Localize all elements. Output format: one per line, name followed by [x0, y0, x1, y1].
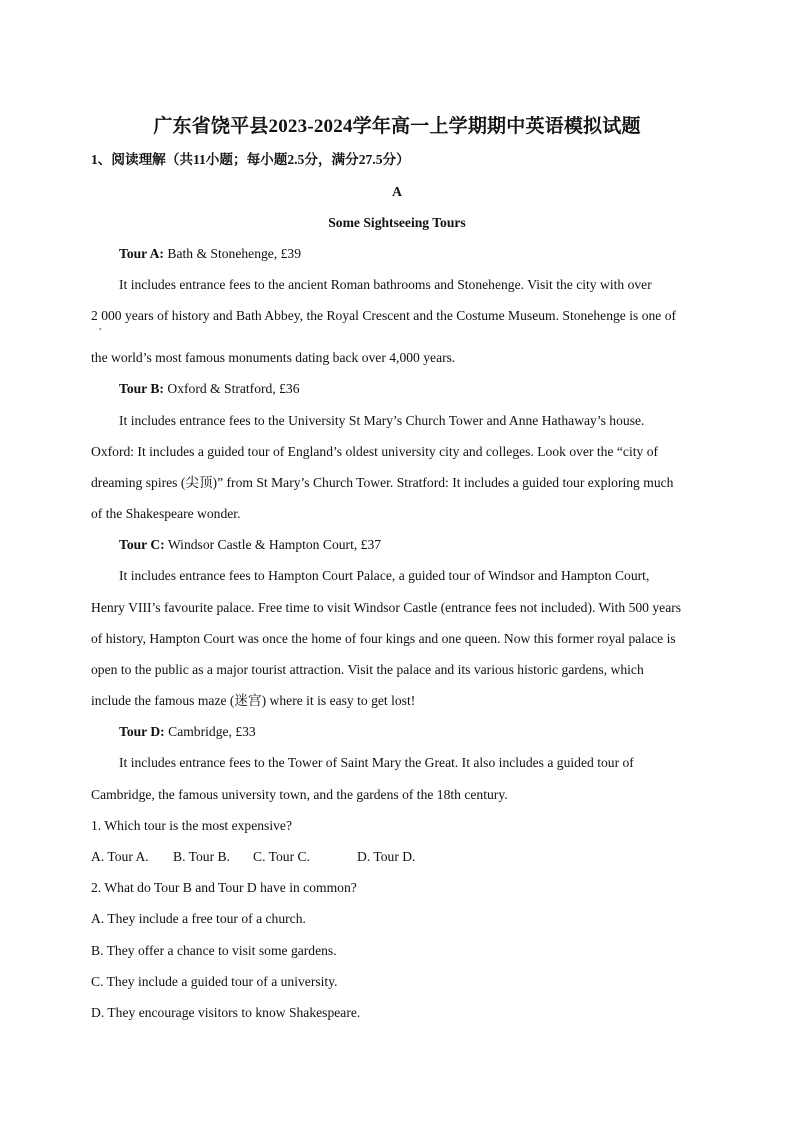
tour-d-text-line: Cambridge, the famous university town, and the gardens of the 18th century. — [91, 787, 508, 802]
q1-option-d[interactable]: D. Tour D. — [357, 849, 416, 864]
tour-b-text-line: of the Shakespeare wonder. — [91, 506, 241, 521]
q2-option-c[interactable]: C. They include a guided tour of a university. — [91, 974, 338, 989]
tour-c-text-line: It includes entrance fees to Hampton Court Palace, a guided tour of Windsor and Hampton Court, — [119, 568, 650, 583]
tour-c-heading — [119, 536, 381, 554]
stray-mark: , — [99, 321, 102, 331]
tour-a-text-line: the world’s most famous monuments dating back over 4,000 years. — [91, 350, 456, 365]
q1-option-c[interactable]: C. Tour C. — [253, 849, 310, 864]
question-1-options — [91, 848, 415, 866]
tour-c-text-line: open to the public as a major tourist attraction. Visit the palace and its various historic gardens, which — [91, 662, 644, 677]
section-heading: 1、阅读理解（共11小题；每小题2.5分，满分27.5分） — [91, 152, 410, 167]
tour-c-text-line: Henry VIII’s favourite palace. Free time to visit Windsor Castle (entrance fees not included). With 500 years — [91, 600, 682, 615]
passage-title: Some Sightseeing Tours — [328, 215, 466, 230]
tour-a-label: Tour A: — [119, 246, 164, 261]
tour-c-label: Tour C: — [119, 537, 165, 552]
q2-option-a[interactable]: A. They include a free tour of a church. — [91, 911, 306, 926]
q2-option-b[interactable]: B. They offer a chance to visit some gardens. — [91, 943, 337, 958]
tour-a-text-line: 2 000 years of history and Bath Abbey, the Royal Crescent and the Costume Museum. Stonehenge is one of — [91, 308, 677, 323]
tour-b-text-line: It includes entrance fees to the University St Mary’s Church Tower and Anne Hathaway’s house. — [119, 413, 645, 428]
tour-d-heading — [119, 723, 256, 741]
question-1-stem: 1. Which tour is the most expensive? — [91, 818, 292, 833]
question-2-stem: 2. What do Tour B and Tour D have in common? — [91, 880, 357, 895]
tour-b-text-line: dreaming spires (尖顶)” from St Mary’s Church Tower. Stratford: It includes a guided tour exploring much — [91, 475, 674, 490]
tour-b-name: Oxford & Stratford, £36 — [167, 381, 300, 396]
tour-a-text-line: It includes entrance fees to the ancient Roman bathrooms and Stonehenge. Visit the city with over — [119, 277, 652, 292]
tour-b-text-line: Oxford: It includes a guided tour of England’s oldest university city and colleges. Look over the “city of — [91, 444, 659, 459]
tour-d-label: Tour D: — [119, 724, 165, 739]
tour-b-label: Tour B: — [119, 381, 164, 396]
q1-option-a[interactable]: A. Tour A. — [91, 849, 149, 864]
tour-a-heading — [119, 245, 301, 263]
q1-option-b[interactable]: B. Tour B. — [173, 849, 230, 864]
page-title: 广东省饶平县2023-2024学年高一上学期期中英语模拟试题 — [153, 116, 641, 137]
tour-c-text-line: include the famous maze (迷宫) where it is easy to get lost! — [91, 693, 416, 708]
passage-letter: A — [392, 184, 402, 199]
tour-b-heading — [119, 380, 300, 398]
tour-d-name: Cambridge, £33 — [168, 724, 256, 739]
tour-c-text-line: of history, Hampton Court was once the home of four kings and one queen. Now this former royal palace is — [91, 631, 676, 646]
tour-c-name: Windsor Castle & Hampton Court, £37 — [167, 537, 382, 552]
q2-option-d[interactable]: D. They encourage visitors to know Shakespeare. — [91, 1005, 361, 1020]
tour-d-text-line: It includes entrance fees to the Tower of Saint Mary the Great. It also includes a guided tour of — [119, 755, 634, 770]
tour-a-name: Bath & Stonehenge, £39 — [167, 246, 302, 261]
